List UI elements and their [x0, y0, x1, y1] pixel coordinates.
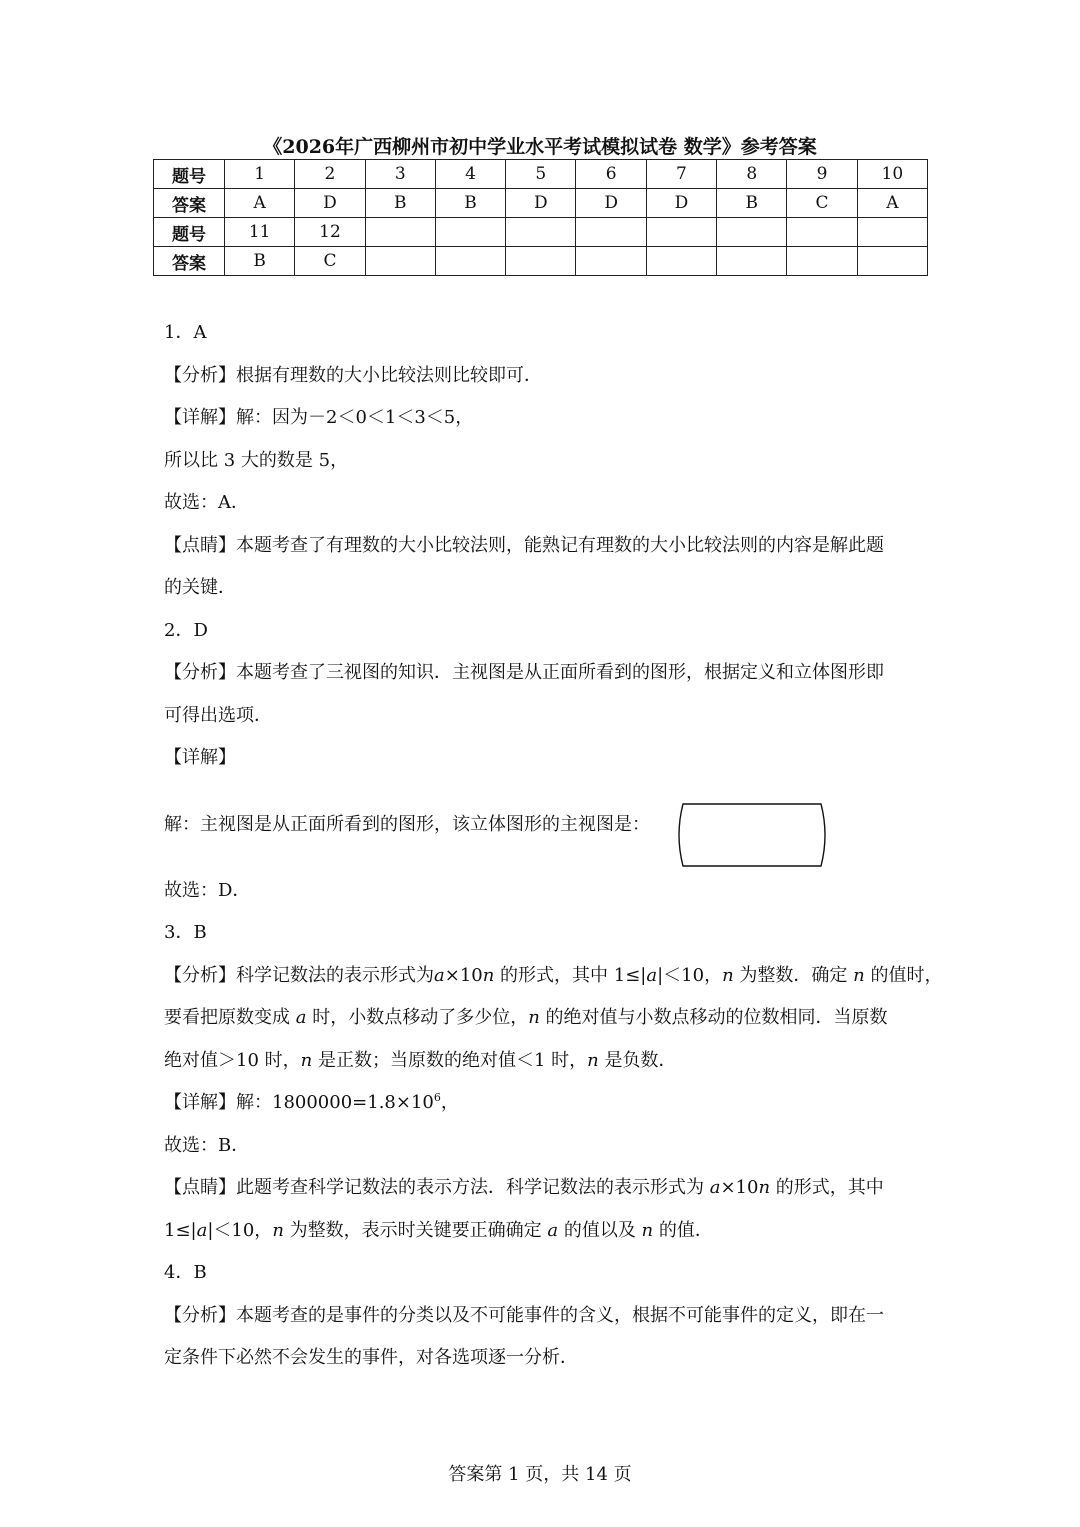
q2-detail-label: 【详解】: [164, 747, 236, 768]
q1-detail-2: 所以比 3 大的数是 5，: [164, 449, 349, 471]
row-header: 答案: [154, 247, 225, 276]
table-cell: [576, 247, 646, 276]
table-cell: [717, 247, 787, 276]
table-row: [154, 160, 928, 189]
table-cell: 9: [787, 160, 857, 189]
table-cell: C: [295, 247, 365, 276]
table-cell: 12: [295, 218, 365, 247]
q2-analysis-cont: 可得出选项．: [164, 704, 272, 726]
table-cell: [787, 247, 857, 276]
q3-comment: 【点睛】此题考查科学记数法的表示方法．科学记数法的表示形式为 a×10n 的形式，其中: [164, 1177, 884, 1198]
table-cell: 10: [857, 160, 927, 189]
table-cell: D: [646, 189, 716, 218]
q3-comment-cont: 1≤|a|＜10，n 为整数，表示时关键要正确确定 a 的值以及 n 的值．: [164, 1219, 713, 1241]
q3-detail: 【详解】解：$1800000=1.8\times 10^6$，: [164, 1091, 459, 1113]
table-cell: B: [717, 189, 787, 218]
q2-analysis: 【分析】本题考查了三视图的知识．主视图是从正面所看到的图形，根据定义和立体图形即: [164, 662, 884, 683]
table-cell: [717, 218, 787, 247]
q4-heading: 4．B: [164, 1262, 207, 1283]
table-row: [154, 189, 928, 218]
q3-analysis: 【分析】科学记数法的表示形式为a×10n 的形式，其中 1≤|a|＜10，n 为整数．确定 n 的值时，: [164, 964, 943, 986]
table-cell: A: [225, 189, 295, 218]
q2-heading: 2．D: [164, 619, 208, 641]
table-cell: 8: [717, 160, 787, 189]
table-cell: [435, 247, 505, 276]
q2-choice: 故选：D．: [164, 879, 251, 901]
row-header: 题号: [154, 218, 225, 247]
table-cell: 4: [435, 160, 505, 189]
q3-analysis-cont: 要看把原数变成 a 时，小数点移动了多少位，n 的绝对值与小数点移动的位数相同．当原数: [164, 1007, 888, 1028]
q1-comment: 【点睛】本题考查了有理数的大小比较法则，能熟记有理数的大小比较法则的内容是解此题: [164, 534, 884, 556]
table-cell: B: [435, 189, 505, 218]
table-cell: D: [506, 189, 576, 218]
table-cell: B: [365, 189, 435, 218]
table-cell: 1: [225, 160, 295, 189]
table-cell: [365, 218, 435, 247]
table-cell: [435, 218, 505, 247]
table-cell: 7: [646, 160, 716, 189]
page-footer: 答案第 1 页，共 14 页: [448, 1464, 632, 1485]
front-view-shape: [677, 802, 827, 868]
solutions: [164, 312, 943, 1380]
q1-heading: 1．A: [164, 322, 207, 343]
answer-table: [153, 159, 928, 276]
table-cell: 3: [365, 160, 435, 189]
table-cell: [506, 247, 576, 276]
table-cell: [787, 218, 857, 247]
q1-analysis: 【分析】根据有理数的大小比较法则比较即可．: [164, 364, 542, 386]
table-cell: [506, 218, 576, 247]
table-cell: [646, 218, 716, 247]
table-cell: 5: [506, 160, 576, 189]
table-row: [154, 218, 928, 247]
table-cell: A: [857, 189, 927, 218]
table-row: [154, 247, 928, 276]
q3-analysis-cont-2: 绝对值＞10 时，n 是正数；当原数的绝对值＜1 时，n 是负数．: [164, 1049, 677, 1071]
table-cell: [646, 247, 716, 276]
q2-detail: 解：主视图是从正面所看到的图形，该立体图形的主视图是：: [164, 813, 650, 835]
q3-heading: 3．B: [164, 922, 207, 943]
table-cell: C: [787, 189, 857, 218]
row-header: 题号: [154, 160, 225, 189]
table-cell: [857, 218, 927, 247]
table-cell: 11: [225, 218, 295, 247]
q4-analysis-cont: 定条件下必然不会发生的事件，对各选项逐一分析．: [164, 1347, 578, 1368]
q1-comment-cont: 的关键．: [164, 577, 236, 598]
table-cell: B: [225, 247, 295, 276]
table-cell: D: [295, 189, 365, 218]
q1-choice: 故选：A．: [164, 492, 249, 513]
table-cell: [365, 247, 435, 276]
table-cell: [857, 247, 927, 276]
table-cell: 2: [295, 160, 365, 189]
table-cell: 6: [576, 160, 646, 189]
q4-analysis: 【分析】本题考查的是事件的分类以及不可能事件的含义，根据不可能事件的定义，即在一: [164, 1304, 884, 1326]
page-title: 《2026年广西柳州市初中学业水平考试模拟试卷 数学》参考答案: [263, 136, 817, 158]
table-cell: D: [576, 189, 646, 218]
row-header: 答案: [154, 189, 225, 218]
table-cell: [576, 218, 646, 247]
q3-choice: 故选：B．: [164, 1134, 250, 1156]
q1-detail: 【详解】解：因为－2＜0＜1＜3＜5，: [164, 407, 474, 428]
q2-detail-line: [164, 780, 934, 870]
